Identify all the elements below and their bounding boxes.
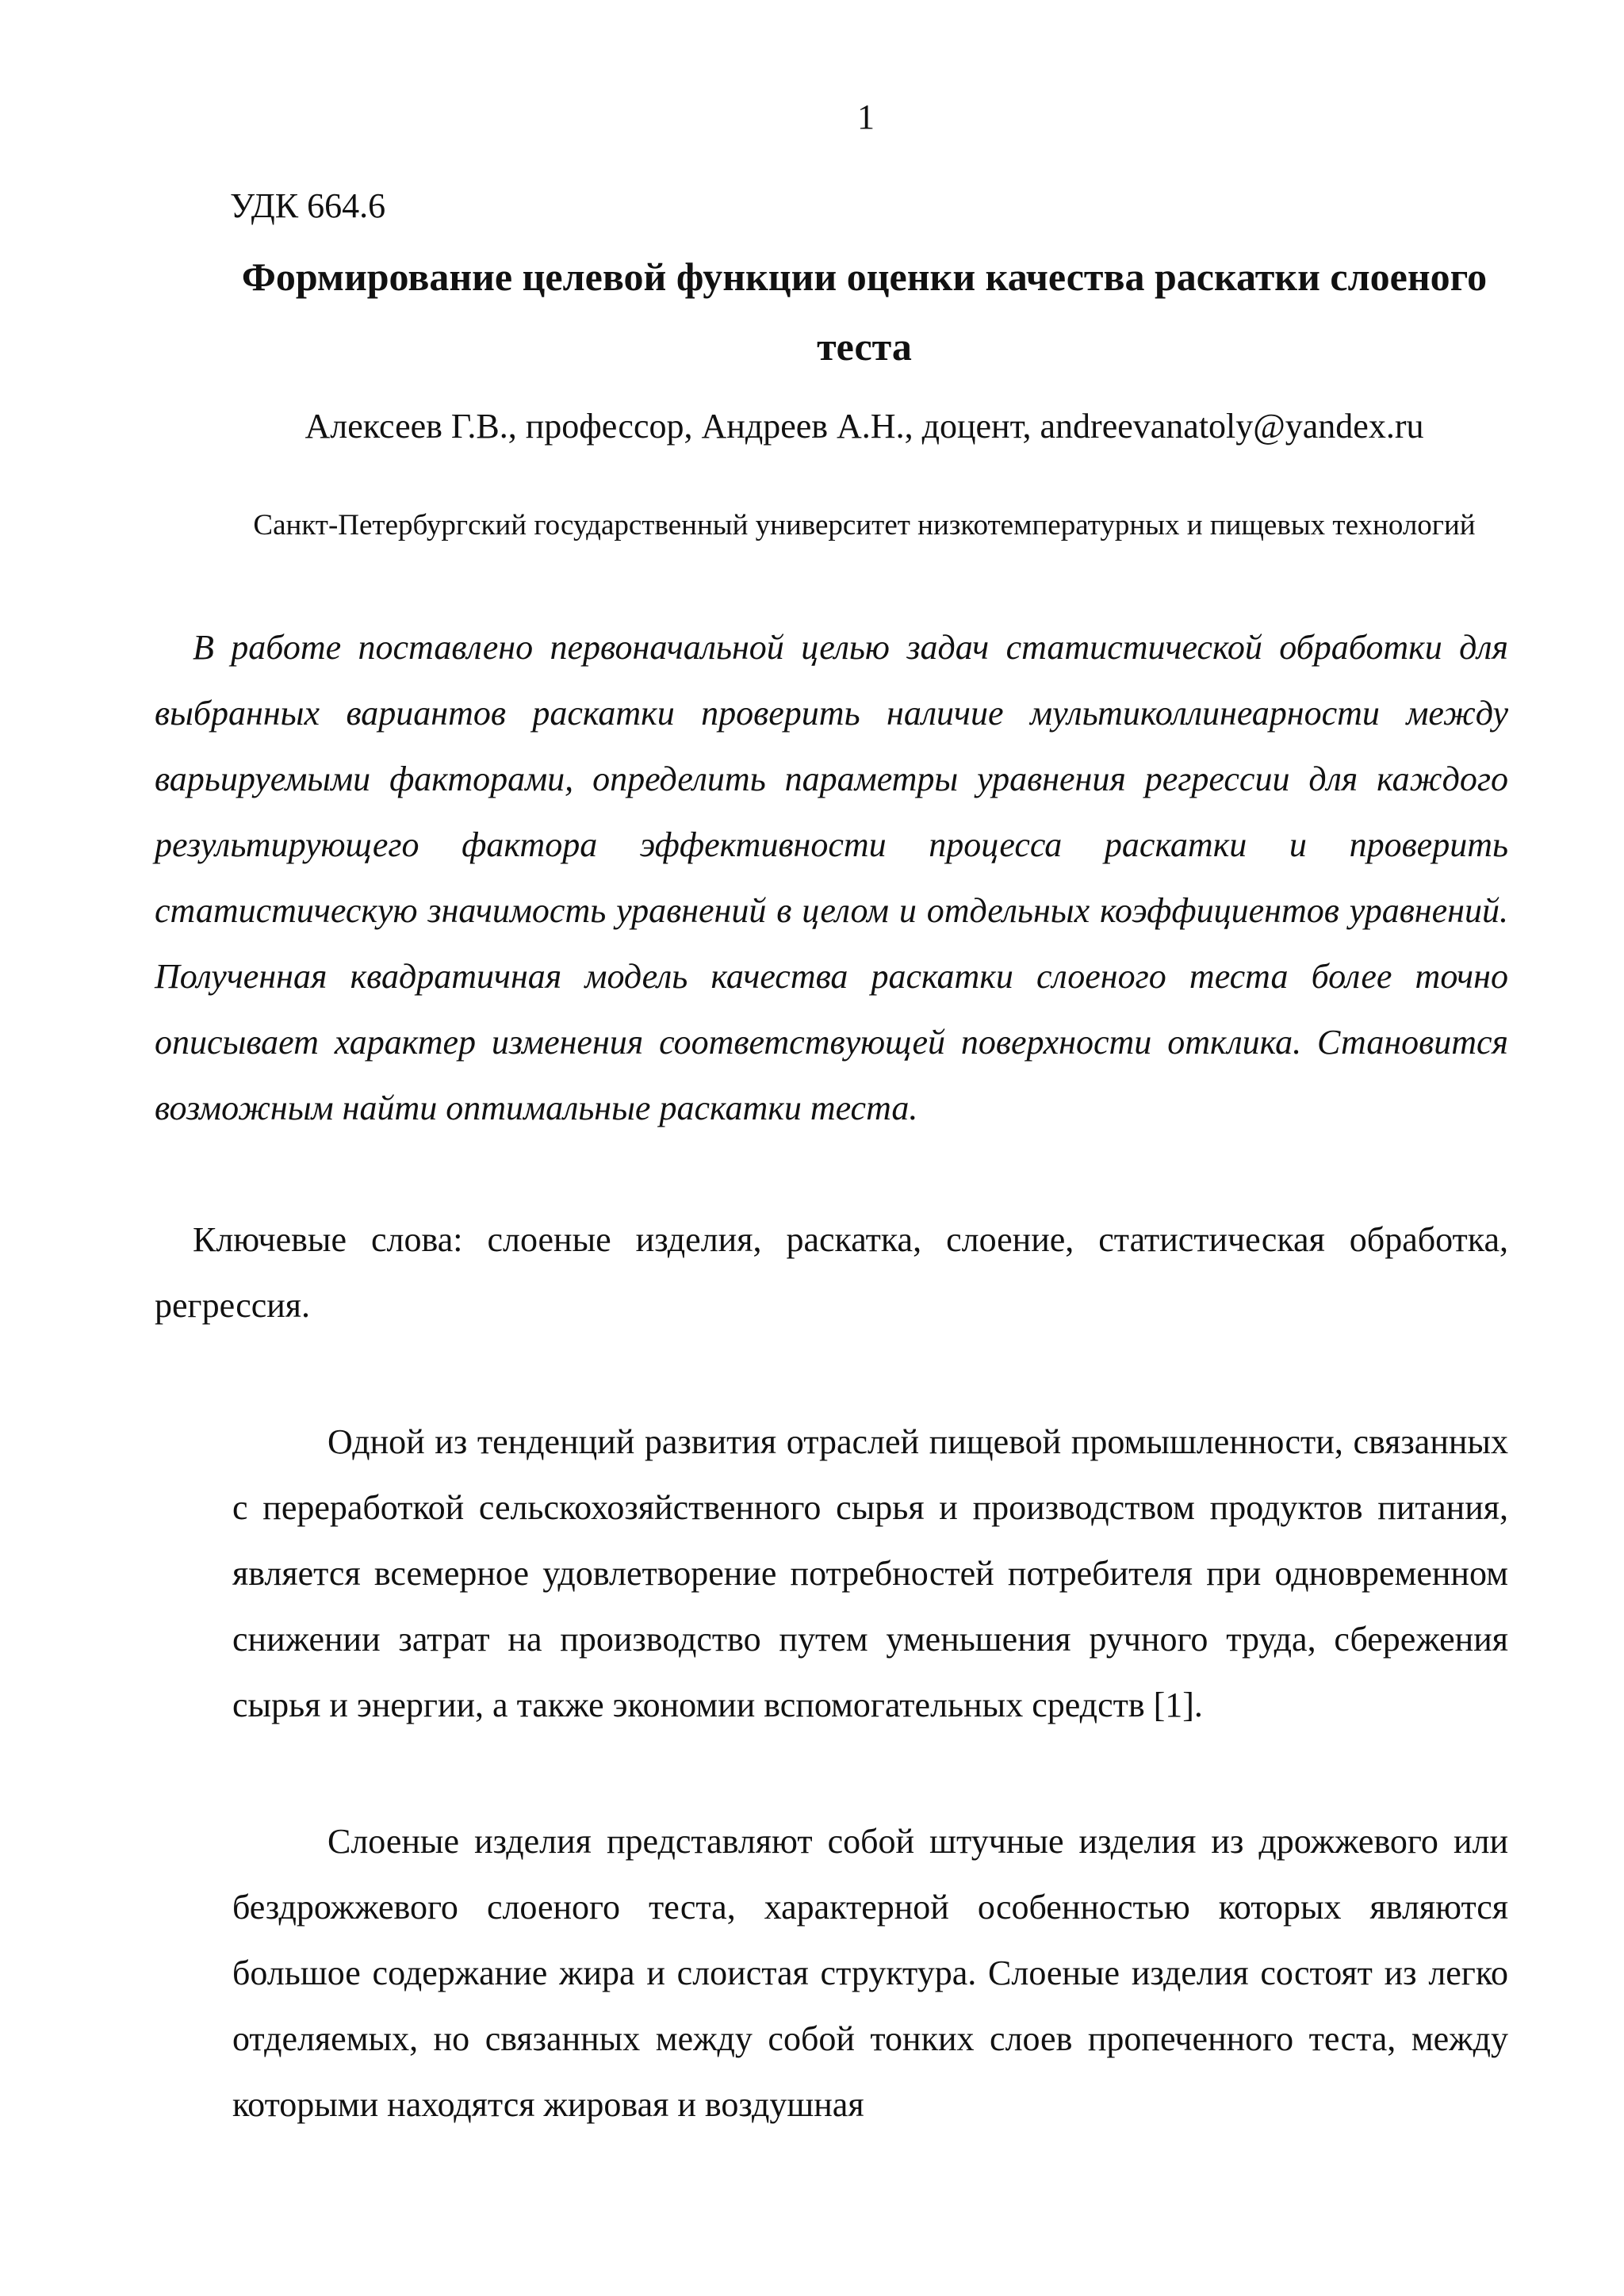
body-paragraph: Одной из тенденций развития отраслей пищевой промышленности, связанных с переработкой сельскохозяйственного сырья и производством продуктов питания, является всемерное удовлетворение потребностей потребителя при одновременном снижении затрат на производство путем уменьшения ручного труда, сбережения сырья и энергии, а также экономии вспомогательных средств [1]. <box>232 1422 1508 1724</box>
page-number: 1 <box>857 98 875 136</box>
keywords: Ключевые слова: слоеные изделия, раскатка, слоение, статистическая обработка, регрессия. <box>155 1220 1508 1325</box>
affiliation: Санкт-Петербургский государственный университет низкотемпературных и пищевых технологий <box>253 509 1476 541</box>
authors-line: Алексеев Г.В., профессор, Андреев А.Н., доцент, andreevanatoly@yandex.ru <box>304 407 1424 446</box>
udc-code: УДК 664.6 <box>230 186 386 225</box>
body-paragraph: Слоеные изделия представляют собой штучные изделия из дрожжевого или бездрожжевого слоеного теста, характерной особенностью которых являются большое содержание жира и слоистая структура. Слоеные изделия состоят из легко отделяемых, но связанных между собой тонких слоев пропеченного теста, между которыми находятся жировая и воздушная <box>232 1822 1508 2124</box>
abstract: В работе поставлено первоначальной целью задач статистической обработки для выбранных вариантов раскатки проверить наличие мультиколлинеарности между варьируемыми факторами, определить параметры уравнения регрессии для каждого результирующего фактора эффективности процесса раскатки и проверить статистическую значимость уравнений в целом и отдельных коэффициентов уравнений. Полученная квадратичная модель качества раскатки слоеного теста более точно описывает характер изменения соответствующей поверхности отклика. Становится возможным найти оптимальные раскатки теста. <box>155 628 1508 1127</box>
article-title: Формирование целевой функции оценки качества раскатки слоеного теста <box>241 254 1488 369</box>
